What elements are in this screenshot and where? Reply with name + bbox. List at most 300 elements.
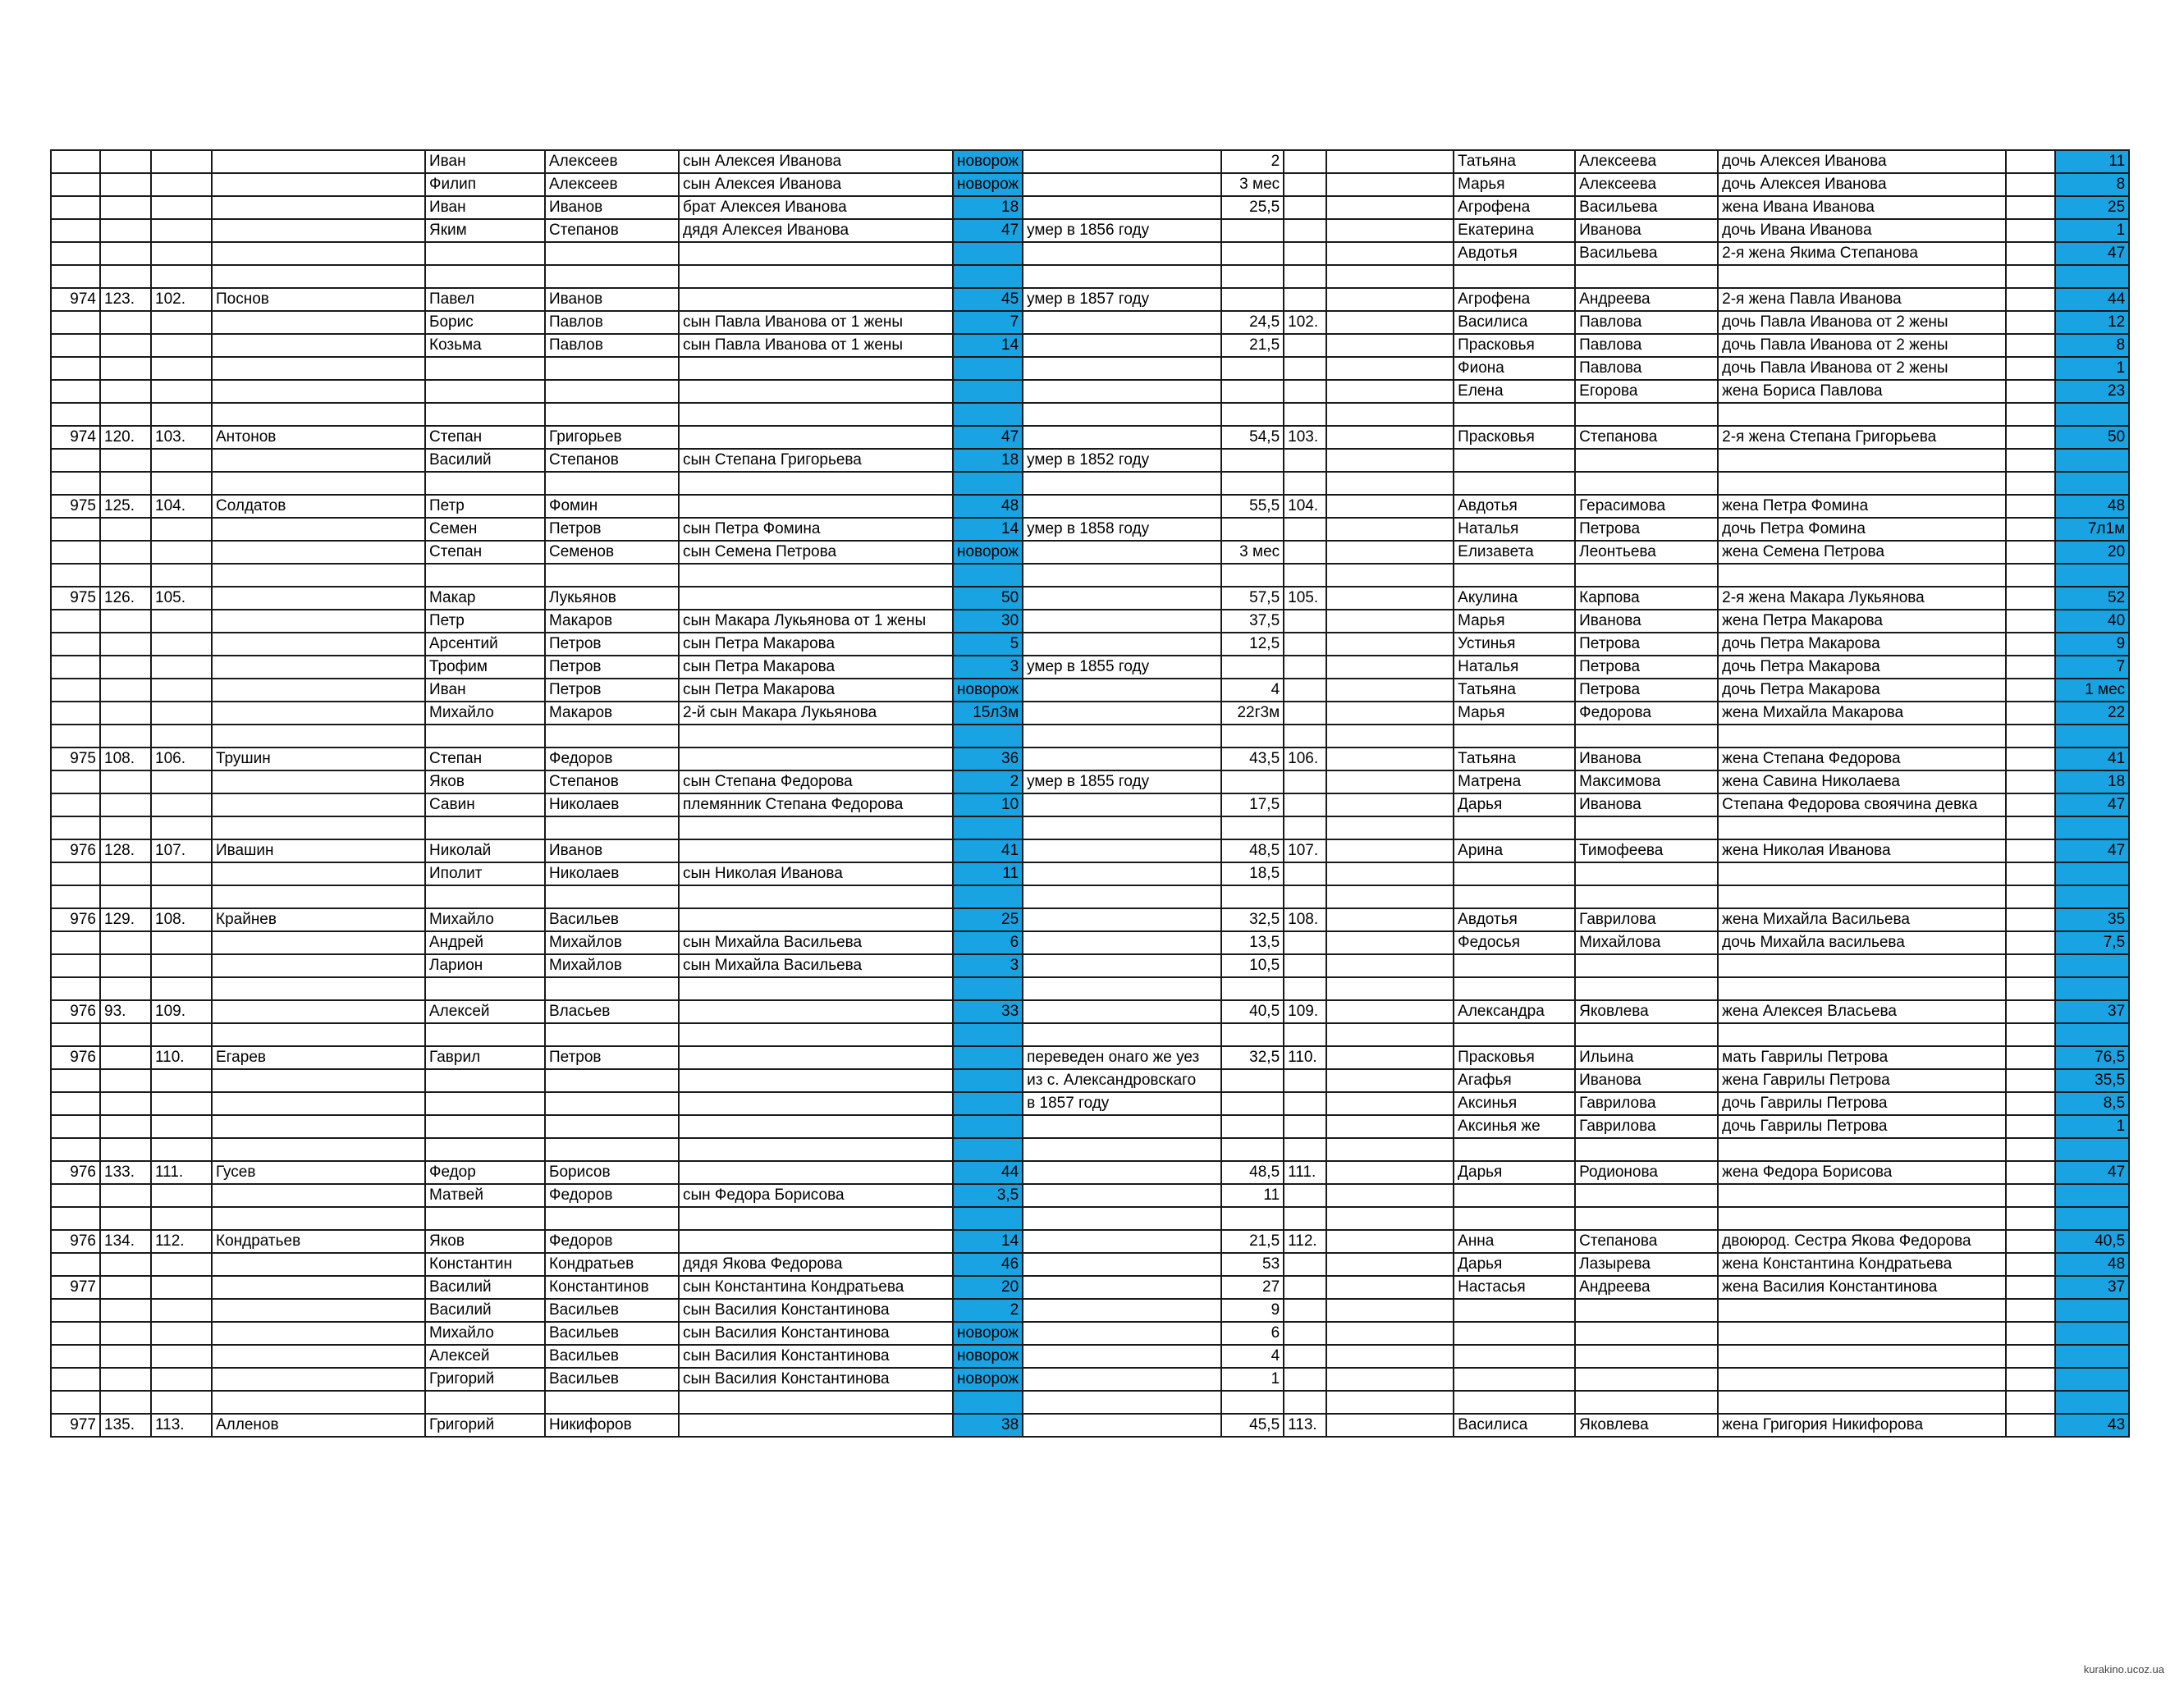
male-age-prev-cell: 36 [953,747,1023,770]
male-relation-cell [679,1115,953,1138]
female-relation-cell: жена Петра Макарова [1718,610,2006,633]
female-age-prev-cell [2006,472,2055,495]
female-patronymic-cell [1575,1207,1718,1230]
table-row [51,1069,2129,1092]
female-age-prev-cell [2006,885,2055,908]
male-relation-cell: сын Петра Макарова [679,656,953,679]
old-number-cell: 120. [100,426,151,449]
male-age-prev-cell: 41 [953,839,1023,862]
male-age-prev-cell: новорож [953,173,1023,196]
male-patronymic-cell [545,1092,679,1115]
female-patronymic-cell [1575,885,1718,908]
table-row [51,449,2129,472]
page-number-cell: 976 [51,1230,100,1253]
surname-cell [212,1391,425,1414]
male-name-cell [425,1069,545,1092]
male-age-prev-cell [953,265,1023,288]
table-row [51,196,2129,219]
female-name-cell: Александра [1454,1000,1575,1023]
female-patronymic-cell: Гаврилова [1575,908,1718,931]
male-age-prev-cell: новорож [953,1322,1023,1345]
table-row [51,1368,2129,1391]
male-age-prev-cell: 18 [953,196,1023,219]
page-number-cell [51,954,100,977]
male-relation-cell: сын Константина Кондратьева [679,1276,953,1299]
spacer-cell [1326,610,1454,633]
female-name-cell [1454,1391,1575,1414]
female-name-cell: Екатерина [1454,219,1575,242]
female-relation-cell [1718,449,2006,472]
female-age-current-cell: 40,5 [2055,1230,2129,1253]
surname-cell: Солдатов [212,495,425,518]
male-relation-cell: дядя Алексея Иванова [679,219,953,242]
female-age-prev-cell [2006,1253,2055,1276]
household-number-female-cell [1284,610,1326,633]
table-row [51,1345,2129,1368]
male-patronymic-cell: Лукьянов [545,587,679,610]
male-name-cell [425,1023,545,1046]
male-name-cell [425,1092,545,1115]
male-relation-cell: брат Алексея Иванова [679,196,953,219]
household-number-female-cell [1284,403,1326,426]
female-patronymic-cell: Иванова [1575,219,1718,242]
female-relation-cell: мать Гаврилы Петрова [1718,1046,2006,1069]
household-number-female-cell [1284,1368,1326,1391]
female-relation-cell: дочь Петра Макарова [1718,656,2006,679]
male-age-prev-cell [953,1138,1023,1161]
male-name-cell: Григорий [425,1414,545,1437]
page-number-cell [51,334,100,357]
male-age-prev-cell [953,977,1023,1000]
male-age-prev-cell [953,725,1023,747]
male-age-current-cell: 37,5 [1221,610,1284,633]
page-number-cell [51,173,100,196]
note-cell [1023,150,1221,173]
male-age-prev-cell: 14 [953,518,1023,541]
female-patronymic-cell: Васильева [1575,242,1718,265]
male-age-current-cell: 32,5 [1221,908,1284,931]
male-age-current-cell: 32,5 [1221,1046,1284,1069]
table-row [51,770,2129,793]
household-number-cell [151,1069,212,1092]
female-name-cell: Арина [1454,839,1575,862]
female-relation-cell: жена Николая Иванова [1718,839,2006,862]
male-age-prev-cell [953,242,1023,265]
surname-cell [212,931,425,954]
female-age-current-cell: 22 [2055,702,2129,725]
male-name-cell [425,1207,545,1230]
table-row [51,977,2129,1000]
male-age-current-cell: 48,5 [1221,1161,1284,1184]
page-number-cell: 977 [51,1414,100,1437]
male-relation-cell: сын Макара Лукьянова от 1 жены [679,610,953,633]
female-age-prev-cell [2006,150,2055,173]
female-patronymic-cell [1575,265,1718,288]
page-number-cell [51,1207,100,1230]
male-name-cell: Матвей [425,1184,545,1207]
male-age-current-cell: 24,5 [1221,311,1284,334]
surname-cell [212,449,425,472]
male-age-current-cell [1221,1115,1284,1138]
female-relation-cell: дочь Ивана Иванова [1718,219,2006,242]
household-number-cell [151,541,212,564]
table-row [51,265,2129,288]
male-age-prev-cell [953,403,1023,426]
surname-cell [212,1184,425,1207]
female-relation-cell: жена Бориса Павлова [1718,380,2006,403]
surname-cell: Трушин [212,747,425,770]
male-patronymic-cell: Иванов [545,288,679,311]
note-cell [1023,196,1221,219]
spacer-cell [1326,1345,1454,1368]
note-cell [1023,334,1221,357]
male-age-current-cell [1221,885,1284,908]
surname-cell [212,1000,425,1023]
male-name-cell: Ларион [425,954,545,977]
surname-cell [212,954,425,977]
male-age-current-cell [1221,1023,1284,1046]
male-age-current-cell: 48,5 [1221,839,1284,862]
female-age-prev-cell [2006,793,2055,816]
female-age-current-cell: 8 [2055,334,2129,357]
female-patronymic-cell: Андреева [1575,288,1718,311]
old-number-cell [100,679,151,702]
household-number-cell [151,219,212,242]
household-number-cell: 107. [151,839,212,862]
spacer-cell [1326,656,1454,679]
note-cell [1023,587,1221,610]
female-relation-cell: 2-я жена Павла Иванова [1718,288,2006,311]
female-name-cell [1454,977,1575,1000]
female-relation-cell: дочь Алексея Иванова [1718,150,2006,173]
female-patronymic-cell: Яковлева [1575,1414,1718,1437]
male-patronymic-cell: Кондратьев [545,1253,679,1276]
household-number-female-cell [1284,1092,1326,1115]
female-patronymic-cell: Петрова [1575,518,1718,541]
female-name-cell: Фиона [1454,357,1575,380]
household-number-cell [151,357,212,380]
female-patronymic-cell: Иванова [1575,793,1718,816]
table-row [51,725,2129,747]
male-patronymic-cell: Степанов [545,449,679,472]
male-age-prev-cell: 30 [953,610,1023,633]
page-number-cell [51,793,100,816]
page-number-cell [51,1299,100,1322]
note-cell: переведен онаго же уез [1023,1046,1221,1069]
household-number-cell [151,1299,212,1322]
female-age-current-cell: 37 [2055,1000,2129,1023]
female-age-prev-cell [2006,702,2055,725]
male-name-cell: Василий [425,449,545,472]
male-age-current-cell: 6 [1221,1322,1284,1345]
female-name-cell [1454,1023,1575,1046]
page-number-cell: 975 [51,587,100,610]
female-age-prev-cell [2006,725,2055,747]
page-number-cell [51,1184,100,1207]
spacer-cell [1326,679,1454,702]
male-patronymic-cell: Константинов [545,1276,679,1299]
female-patronymic-cell: Гаврилова [1575,1092,1718,1115]
household-number-female-cell [1284,885,1326,908]
note-cell: умер в 1857 году [1023,288,1221,311]
female-age-current-cell [2055,265,2129,288]
table-row [51,1207,2129,1230]
female-relation-cell: жена Михайла Макарова [1718,702,2006,725]
male-name-cell: Иван [425,679,545,702]
old-number-cell: 135. [100,1414,151,1437]
note-cell [1023,954,1221,977]
spacer-cell [1326,954,1454,977]
male-relation-cell [679,1023,953,1046]
note-cell: умер в 1858 году [1023,518,1221,541]
old-number-cell [100,931,151,954]
surname-cell [212,885,425,908]
watermark: kurakino.ucoz.ua [2083,1663,2164,1676]
surname-cell [212,679,425,702]
female-name-cell [1454,725,1575,747]
female-age-current-cell: 20 [2055,541,2129,564]
female-name-cell [1454,1322,1575,1345]
table-row [51,610,2129,633]
page-number-cell [51,242,100,265]
female-age-current-cell [2055,1207,2129,1230]
female-age-current-cell [2055,1138,2129,1161]
female-relation-cell: жена Савина Николаева [1718,770,2006,793]
note-cell [1023,1368,1221,1391]
female-name-cell: Аксинья [1454,1092,1575,1115]
male-patronymic-cell: Фомин [545,495,679,518]
female-name-cell: Прасковья [1454,426,1575,449]
female-name-cell: Марья [1454,173,1575,196]
female-relation-cell: жена Григория Никифорова [1718,1414,2006,1437]
female-patronymic-cell [1575,954,1718,977]
male-age-prev-cell: 18 [953,449,1023,472]
surname-cell [212,1069,425,1092]
surname-cell [212,357,425,380]
female-relation-cell: Степана Федорова своячина девка [1718,793,2006,816]
male-patronymic-cell: Михайлов [545,954,679,977]
surname-cell [212,334,425,357]
table-row [51,816,2129,839]
male-name-cell [425,564,545,587]
old-number-cell [100,1092,151,1115]
female-patronymic-cell [1575,472,1718,495]
note-cell [1023,816,1221,839]
household-number-female-cell [1284,725,1326,747]
old-number-cell [100,1115,151,1138]
female-name-cell: Татьяна [1454,747,1575,770]
household-number-cell [151,977,212,1000]
male-age-prev-cell [953,1046,1023,1069]
surname-cell [212,587,425,610]
male-patronymic-cell: Федоров [545,1184,679,1207]
household-number-female-cell [1284,816,1326,839]
male-name-cell: Павел [425,288,545,311]
note-cell [1023,242,1221,265]
spacer-cell [1326,242,1454,265]
spacer-cell [1326,793,1454,816]
page-number-cell [51,472,100,495]
household-number-female-cell [1284,1207,1326,1230]
male-age-prev-cell: 2 [953,770,1023,793]
male-age-current-cell [1221,1207,1284,1230]
female-age-prev-cell [2006,1322,2055,1345]
note-cell [1023,679,1221,702]
page-number-cell [51,380,100,403]
female-relation-cell [1718,564,2006,587]
male-age-prev-cell: 3 [953,656,1023,679]
male-relation-cell [679,839,953,862]
table-row [51,1092,2129,1115]
female-age-prev-cell [2006,1230,2055,1253]
female-relation-cell: жена Константина Кондратьева [1718,1253,2006,1276]
female-relation-cell: дочь Павла Иванова от 2 жены [1718,311,2006,334]
surname-cell: Антонов [212,426,425,449]
household-number-female-cell: 112. [1284,1230,1326,1253]
old-number-cell [100,977,151,1000]
surname-cell [212,265,425,288]
household-number-cell: 108. [151,908,212,931]
male-patronymic-cell [545,1138,679,1161]
table-row [51,1253,2129,1276]
female-age-current-cell [2055,1345,2129,1368]
male-name-cell: Степан [425,541,545,564]
note-cell [1023,633,1221,656]
old-number-cell [100,1207,151,1230]
male-age-current-cell: 57,5 [1221,587,1284,610]
female-patronymic-cell [1575,862,1718,885]
female-name-cell: Прасковья [1454,334,1575,357]
male-age-prev-cell [953,885,1023,908]
household-number-cell: 105. [151,587,212,610]
male-age-current-cell: 25,5 [1221,196,1284,219]
female-name-cell [1454,1138,1575,1161]
male-patronymic-cell [545,977,679,1000]
spacer-cell [1326,564,1454,587]
female-age-prev-cell [2006,633,2055,656]
male-name-cell: Козьма [425,334,545,357]
female-age-prev-cell [2006,1345,2055,1368]
surname-cell [212,472,425,495]
male-relation-cell [679,495,953,518]
female-age-prev-cell [2006,954,2055,977]
page-number-cell: 976 [51,1000,100,1023]
female-relation-cell [1718,885,2006,908]
male-age-prev-cell: 3 [953,954,1023,977]
old-number-cell [100,954,151,977]
surname-cell [212,403,425,426]
page-number-cell [51,564,100,587]
note-cell [1023,1299,1221,1322]
spacer-cell [1326,311,1454,334]
household-number-female-cell: 111. [1284,1161,1326,1184]
table-row [51,564,2129,587]
female-relation-cell: дочь Алексея Иванова [1718,173,2006,196]
female-age-prev-cell [2006,862,2055,885]
household-number-cell [151,150,212,173]
male-age-current-cell: 53 [1221,1253,1284,1276]
female-name-cell: Дарья [1454,1161,1575,1184]
male-age-prev-cell [953,1092,1023,1115]
old-number-cell [100,633,151,656]
household-number-cell [151,633,212,656]
spacer-cell [1326,495,1454,518]
female-patronymic-cell: Ильина [1575,1046,1718,1069]
female-relation-cell [1718,954,2006,977]
note-cell [1023,793,1221,816]
page-number-cell: 977 [51,1276,100,1299]
note-cell [1023,885,1221,908]
note-cell [1023,931,1221,954]
old-number-cell [100,311,151,334]
male-name-cell: Константин [425,1253,545,1276]
male-patronymic-cell: Васильев [545,1345,679,1368]
old-number-cell: 123. [100,288,151,311]
female-relation-cell [1718,265,2006,288]
note-cell [1023,1184,1221,1207]
page-number-cell [51,265,100,288]
census-table [50,149,2130,1438]
male-relation-cell [679,908,953,931]
female-age-current-cell: 48 [2055,1253,2129,1276]
surname-cell [212,150,425,173]
male-relation-cell [679,1000,953,1023]
table-row [51,839,2129,862]
female-age-current-cell: 47 [2055,793,2129,816]
male-age-current-cell: 13,5 [1221,931,1284,954]
female-patronymic-cell: Степанова [1575,426,1718,449]
household-number-cell [151,770,212,793]
male-age-prev-cell: новорож [953,1345,1023,1368]
household-number-cell: 102. [151,288,212,311]
male-age-current-cell [1221,403,1284,426]
male-age-prev-cell [953,1391,1023,1414]
female-age-prev-cell [2006,908,2055,931]
male-age-current-cell [1221,265,1284,288]
table-row [51,518,2129,541]
male-name-cell: Григорий [425,1368,545,1391]
male-patronymic-cell: Петров [545,518,679,541]
surname-cell [212,564,425,587]
female-age-prev-cell [2006,1276,2055,1299]
male-name-cell: Михайло [425,702,545,725]
male-patronymic-cell [545,1115,679,1138]
table-row [51,862,2129,885]
male-relation-cell: сын Петра Макарова [679,633,953,656]
old-number-cell [100,1069,151,1092]
female-relation-cell: жена Степана Федорова [1718,747,2006,770]
old-number-cell: 128. [100,839,151,862]
female-patronymic-cell [1575,1368,1718,1391]
female-patronymic-cell: Максимова [1575,770,1718,793]
male-age-current-cell: 43,5 [1221,747,1284,770]
old-number-cell [100,1046,151,1069]
male-age-prev-cell [953,816,1023,839]
female-age-current-cell [2055,816,2129,839]
household-number-cell [151,702,212,725]
female-relation-cell: жена Гаврилы Петрова [1718,1069,2006,1092]
female-age-prev-cell [2006,1046,2055,1069]
male-age-current-cell: 9 [1221,1299,1284,1322]
spacer-cell [1326,380,1454,403]
spacer-cell [1326,770,1454,793]
spacer-cell [1326,541,1454,564]
female-age-current-cell: 1 мес [2055,679,2129,702]
spacer-cell [1326,633,1454,656]
note-cell [1023,495,1221,518]
female-name-cell: Настасья [1454,1276,1575,1299]
female-patronymic-cell [1575,816,1718,839]
